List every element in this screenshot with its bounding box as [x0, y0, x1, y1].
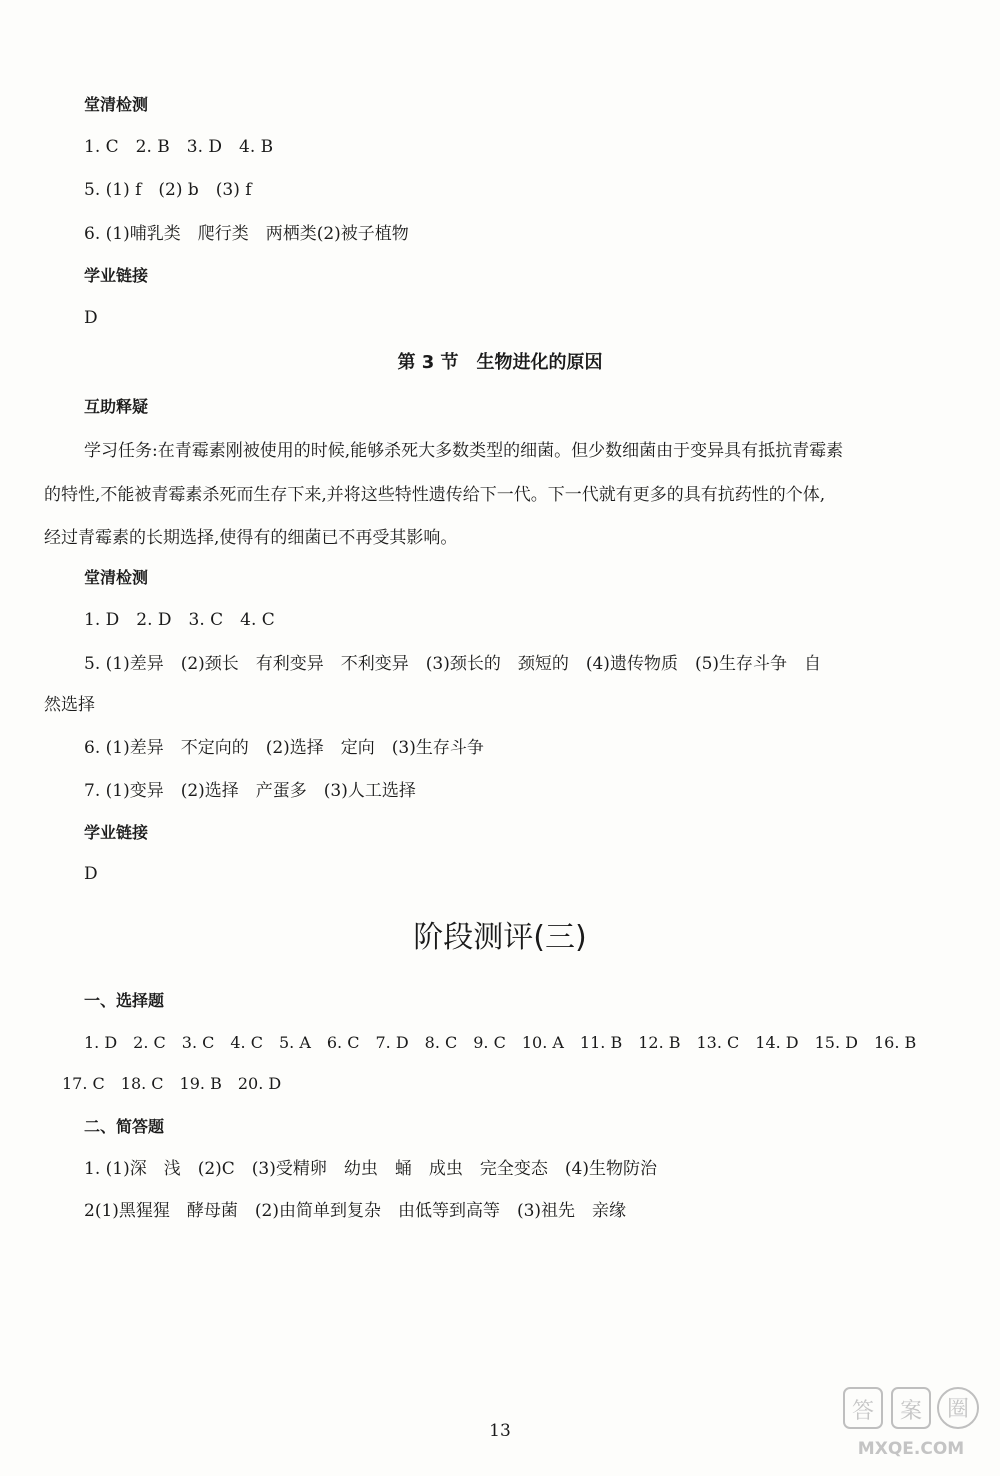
stage-test-title: 阶段测评(三) [413, 920, 587, 955]
watermark-url: MXQE.COM [857, 1439, 965, 1459]
watermark-char: 答 [851, 1399, 875, 1424]
answer-line: 1. (1)深 浅 (2)C (3)受精卵 幼虫 蛹 成虫 完全变态 (4)生物防治 [84, 1159, 657, 1179]
watermark-logo-icon [836, 1382, 986, 1462]
lesson-title: 第 3 节 生物进化的原因 [397, 352, 603, 373]
answer-line: 17. C 18. C 19. B 20. D [62, 1074, 282, 1093]
answer-line: 然选择 [44, 695, 95, 715]
answer-line: 1. D 2. D 3. C 4. C [84, 610, 275, 630]
watermark-logo [836, 1382, 986, 1462]
answer-line: 7. (1)变异 (2)选择 产蛋多 (3)人工选择 [84, 781, 416, 801]
answer-line: 2(1)黑猩猩 酵母菌 (2)由简单到复杂 由低等到高等 (3)祖先 亲缘 [84, 1201, 627, 1221]
answer-line: 5. (1) f (2) b (3) f [84, 180, 252, 200]
section-heading-mutual-help: 互助释疑 [84, 397, 149, 416]
paragraph-line: 的特性,不能被青霉素杀死而生存下来,并将这些特性遗传给下一代。下一代就有更多的具有抗药性的个体, [44, 485, 826, 505]
page-number: 13 [489, 1421, 511, 1441]
section-heading-class-check: 堂清检测 [84, 95, 149, 114]
section-heading-short-answer: 二、简答题 [84, 1117, 165, 1136]
answer-line: D [84, 308, 98, 328]
paragraph-line: 学习任务:在青霉素刚被使用的时候,能够杀死大多数类型的细菌。但少数细菌由于变异具有抵抗青霉素 [84, 441, 844, 461]
section-heading-learning-link: 学业链接 [84, 266, 149, 285]
answer-line: 6. (1)差异 不定向的 (2)选择 定向 (3)生存斗争 [84, 738, 484, 758]
answer-line: 1. C 2. B 3. D 4. B [84, 137, 274, 157]
paragraph-line: 经过青霉素的长期选择,使得有的细菌已不再受其影响。 [44, 528, 458, 548]
answer-line: 5. (1)差异 (2)颈长 有利变异 不利变异 (3)颈长的 颈短的 (4)遗传物质 (5)生存斗争 自 [84, 654, 822, 674]
section-heading-learning-link: 学业链接 [84, 823, 149, 842]
watermark-char: 圈 [946, 1397, 970, 1422]
watermark-char: 案 [899, 1399, 923, 1424]
answer-line: 6. (1)哺乳类 爬行类 两栖类(2)被子植物 [84, 224, 409, 244]
answer-line: D [84, 864, 98, 884]
section-heading-multiple-choice: 一、选择题 [84, 991, 165, 1010]
answer-line: 1. D 2. C 3. C 4. C 5. A 6. C 7. D 8. C 9. C 10. A 11. B 12. B 13. C 14. D 15. D 16. B [84, 1033, 917, 1052]
section-heading-class-check: 堂清检测 [84, 568, 149, 587]
